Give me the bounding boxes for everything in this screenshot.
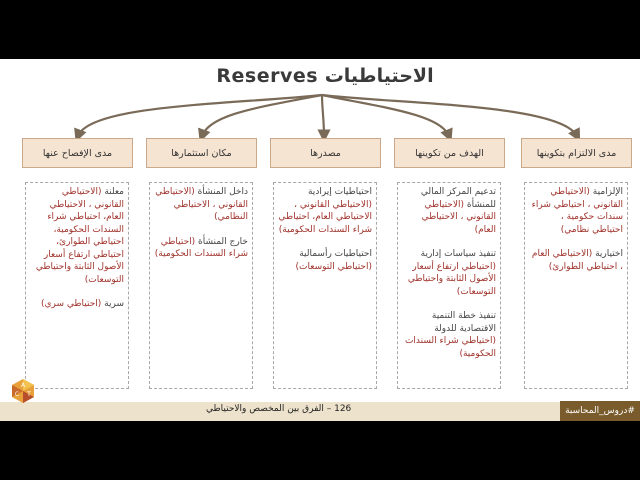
detail-item: معلنة (الاحتياطي القانوني ، الاحتياطي العام، احتياطي شراء السندات الحكومية، احتياطي الطوارئ، احتياطي ارتفاع أسعار الأصول الثابتة واحتياطي التوسعات) [35, 187, 124, 285]
logo-letter: T [27, 391, 31, 398]
detail-item: الإلزامية (الاحتياطي القانوني ، احتياطي شراء سندات حكومية ، احتياطي نظامي) [531, 187, 623, 235]
category-investment-place: مكان استثمارها [146, 138, 257, 168]
category-purpose: الهدف من تكوينها [394, 138, 505, 168]
diagram-title [0, 65, 640, 87]
detail-item: اختيارية (الاحتياطي العام ، احتياطي الطوارئ) [531, 249, 623, 272]
detail-item: سرية (احتياطي سري) [40, 299, 124, 309]
detail-item: احتياطيات إيرادية (الاحتياطي القانوني ، الاحتياطي العام، احتياطي شراء السندات الحكومية) [278, 187, 372, 235]
detail-box-purpose [397, 182, 501, 389]
category-disclosure: مدى الإفصاح عنها [22, 138, 133, 168]
arrow-to-category-4 [202, 95, 322, 136]
detail-box-investment-place [149, 182, 253, 389]
logo-letter: A [20, 382, 26, 389]
title-english: Reserves [216, 65, 319, 87]
title-arabic: الاحتياطيات [324, 65, 434, 87]
detail-item: داخل المنشأة (الاحتياطي القانوني ، الاحتياطي النظامي) [155, 187, 248, 222]
slide [0, 59, 640, 421]
hashtag-badge: #دروس_المحاسبة [560, 401, 640, 421]
logo-letter: C [14, 391, 20, 398]
detail-box-source [273, 182, 377, 389]
detail-item: تنفيذ سياسات إدارية (احتياطي ارتفاع أسعار الأصول الثابتة واحتياطي التوسعات) [407, 249, 496, 297]
category-source: مصدرها [270, 138, 381, 168]
footer-lesson-title: 126 – الفرق بين المخصص والاحتياطي [206, 404, 352, 414]
detail-item: تنفيذ خطة التنمية الاقتصادية للدولة (احتياطي شراء السندات الحكومية) [404, 311, 496, 359]
detail-box-disclosure [25, 182, 129, 389]
arrow-to-category-3 [322, 95, 324, 136]
arrow-to-category-1 [322, 95, 577, 136]
category-commitment: مدى الالتزام بتكوينها [521, 138, 632, 168]
detail-item: خارج المنشأة (احتياطي شراء السندات الحكومية) [154, 236, 248, 259]
detail-box-commitment [524, 182, 628, 389]
detail-item: احتياطيات رأسمالية (احتياطي التوسعات) [295, 249, 372, 272]
detail-item: تدعيم المركز المالي للمنشأة (الاحتياطي القانوني ، الاحتياطي العام) [420, 187, 496, 235]
logo-icon [10, 378, 36, 404]
